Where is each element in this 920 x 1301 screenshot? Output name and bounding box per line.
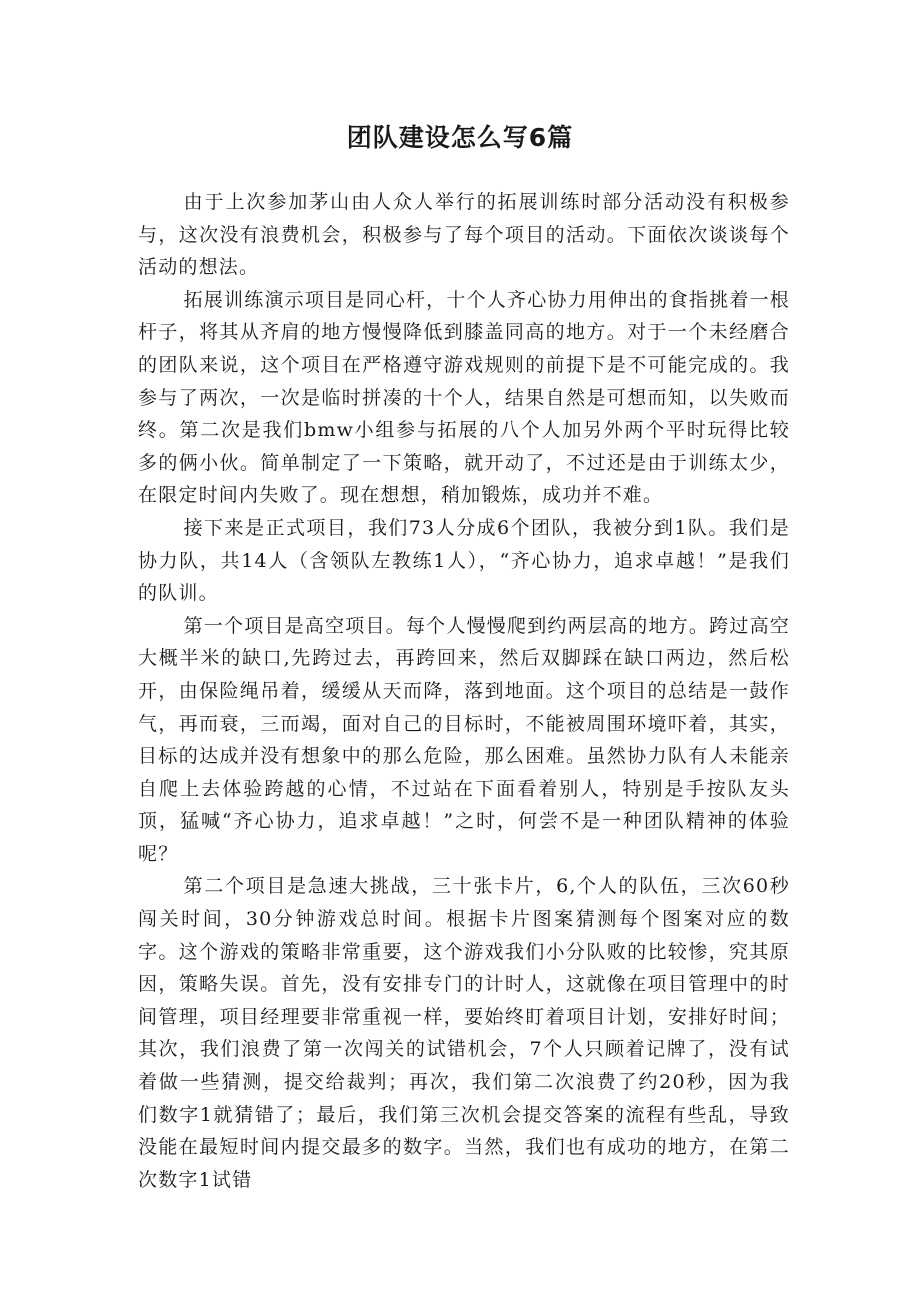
paragraph: 第二个项目是急速大挑战，三十张卡片，6,个人的队伍，三次60秒闯关时间，30分钟游戏总时间。根据卡片图案猜测每个图案对应的数字。这个游戏的策略非常重要，这个游戏我们小分队败的比较惨，究其原因，策略失误。首先，没有安排专门的计时人，这就像在项目管理中的时间管理，项目经理要非常重视一样，要始终盯着项目计划，安排好时间；其次，我们浪费了第一次闯关的试错机会，7个人只顾着记牌了，没有试着做一些猜测，提交给裁判；再次，我们第二次浪费了约20秒，因为我们数字1就猜错了；最后，我们第三次机会提交答案的流程有些乱，导致没能在最短时间内提交最多的数字。当然，我们也有成功的地方，在第二次数字1试错 xyxy=(138,875,790,1191)
paragraph: 接下来是正式项目，我们73人分成6个团队，我被分到1队。我们是协力队，共14人（含领队左教练1人），“齐心协力，追求卓越！”是我们的队训。 xyxy=(138,516,790,605)
paragraph: 第一个项目是高空项目。每个人慢慢爬到约两层高的地方。跨过高空大概半米的缺口,先跨过去，再跨回来，然后双脚踩在缺口两边，然后松开，由保险绳吊着，缓缓从天而降，落到地面。这个项目的总结是一鼓作气，再而衰，三而竭，面对自己的目标时，不能被周围环境吓着，其实，目标的达成并没有想象中的那么危险，那么困难。虽然协力队有人未能亲自爬上去体验跨越的心情，不过站在下面看着别人，特别是手按队友头顶，猛喊“齐心协力，追求卓越！”之时，何尝不是一种团队精神的体验呢？ xyxy=(138,614,790,865)
document-body xyxy=(138,186,790,1196)
paragraph: 由于上次参加茅山由人众人举行的拓展训练时部分活动没有积极参与，这次没有浪费机会，积极参与了每个项目的活动。下面依次谈谈每个活动的想法。 xyxy=(138,191,790,279)
document-title: 团队建设怎么写6篇 xyxy=(346,123,574,152)
paragraph: 拓展训练演示项目是同心杆，十个人齐心协力用伸出的食指挑着一根杆子，将其从齐肩的地方慢慢降低到膝盖同高的地方。对于一个未经磨合的团队来说，这个项目在严格遵守游戏规则的前提下是不可能完成的。我参与了两次，一次是临时拼凑的十个人，结果自然是可想而知，以失败而终。第二次是我们bmw小组参与拓展的八个人加另外两个平时玩得比较多的俩小伙。简单制定了一下策略，就开动了，不过还是由于训练太少，在限定时间内失败了。现在想想，稍加锻炼，成功并不难。 xyxy=(138,288,790,507)
